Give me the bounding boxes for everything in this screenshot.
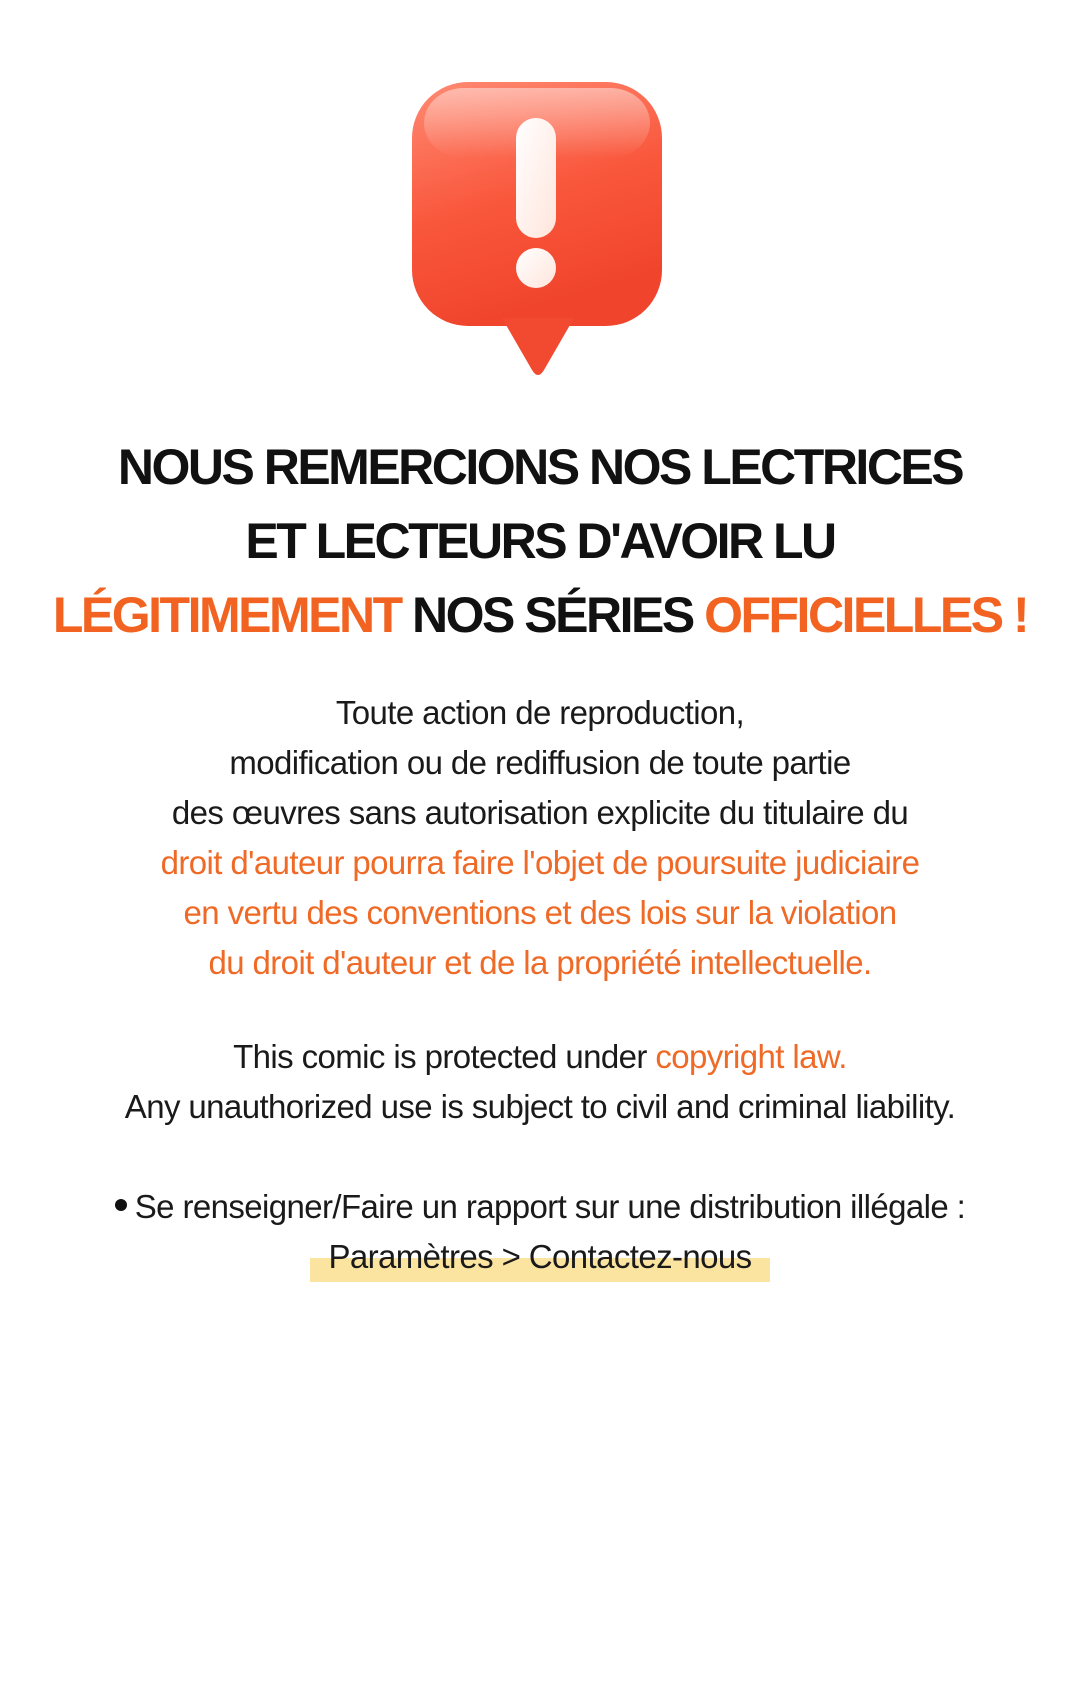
notice-en-highlight: copyright law. <box>655 1038 847 1075</box>
report-section <box>20 1182 1060 1282</box>
bullet-icon <box>115 1199 127 1211</box>
notice-fr-line-6: du droit d'auteur et de la propriété intellectuelle. <box>208 944 872 981</box>
copyright-notice-french <box>20 688 1060 988</box>
headline-middle-text: NOS SÉRIES <box>400 587 705 643</box>
report-path-line <box>20 1232 1060 1282</box>
report-label: Se renseigner/Faire un rapport sur une distribution illégale : <box>134 1188 966 1225</box>
notice-fr-line-2: modification ou de rediffusion de toute partie <box>229 744 851 781</box>
headline-highlight-official: OFFICIELLES ! <box>704 587 1028 643</box>
notice-fr-line-3: des œuvres sans autorisation explicite du titulaire du <box>171 794 909 831</box>
thank-you-headline <box>20 430 1060 652</box>
headline-line-2: ET LECTEURS D'AVOIR LU <box>245 513 835 569</box>
report-label-line <box>20 1182 1060 1232</box>
notice-en-line-1 <box>20 1032 1060 1082</box>
headline-line-1: NOUS REMERCIONS NOS LECTRICES <box>117 439 963 495</box>
notice-fr-line-1: Toute action de reproduction, <box>335 694 745 731</box>
exclamation-speech-bubble-icon <box>410 80 666 384</box>
notice-fr-line-5: en vertu des conventions et des lois sur la violation <box>183 894 897 931</box>
copyright-notice-english <box>20 1032 1060 1132</box>
headline-highlight-legitimately: LÉGITIMEMENT <box>52 587 401 643</box>
notice-fr-line-4: droit d'auteur pourra faire l'objet de poursuite judiciaire <box>160 844 920 881</box>
headline-line-3 <box>20 578 1060 652</box>
settings-contact-path[interactable]: Paramètres > Contactez-nous <box>310 1232 769 1282</box>
notice-en-prefix: This comic is protected under <box>233 1038 656 1075</box>
notice-en-line-2: Any unauthorized use is subject to civil and criminal liability. <box>124 1088 956 1125</box>
